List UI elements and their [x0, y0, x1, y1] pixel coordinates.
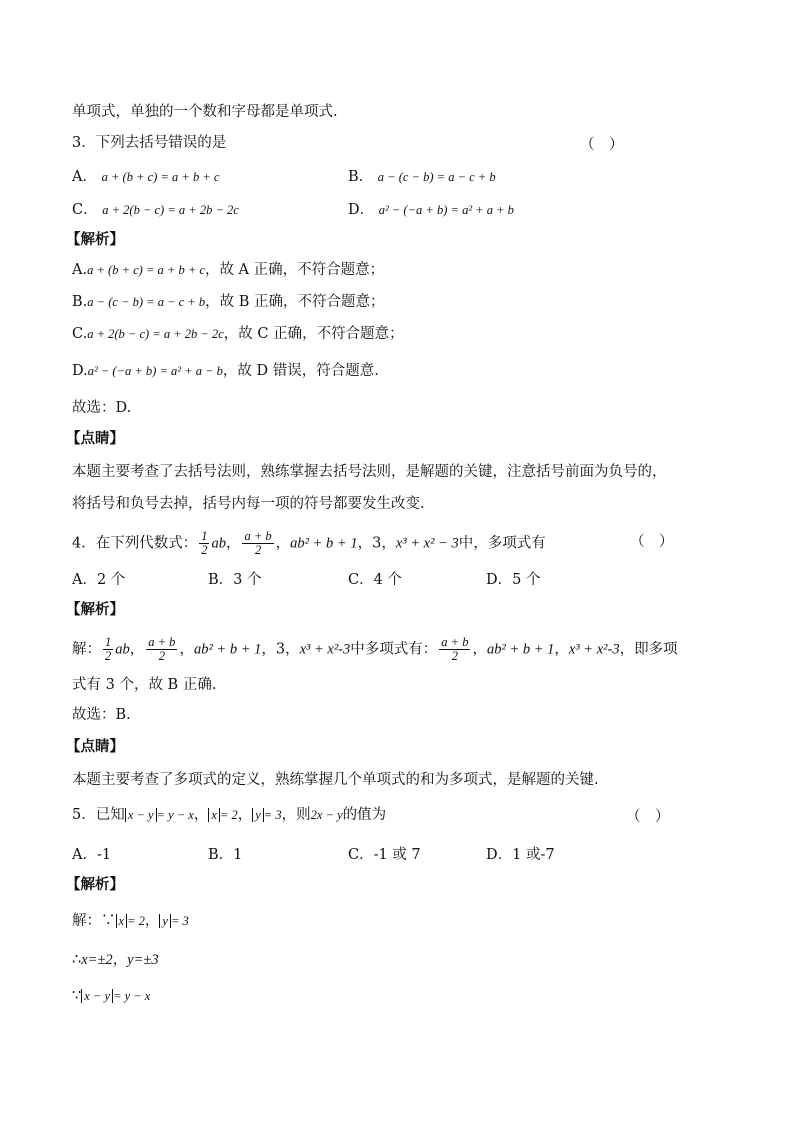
q3-option-a[interactable]	[72, 165, 219, 186]
equation-part: = 3	[170, 914, 189, 928]
q5-option-a[interactable]: A．-1	[72, 847, 112, 863]
q5-option-d[interactable]: D．1 或-7	[486, 847, 555, 863]
q4-solution-line-1	[72, 636, 678, 663]
fraction-a-plus-b	[242, 530, 273, 557]
absolute-x: x	[208, 808, 220, 822]
fraction-half	[199, 530, 209, 557]
option-label: D．	[348, 202, 375, 218]
q5-solution-line-2	[72, 950, 159, 970]
q4-option-b[interactable]: B．3 个	[208, 572, 262, 588]
expression-3: ab² + b + 1	[193, 641, 262, 658]
q4-option-d[interactable]: D．5 个	[486, 572, 541, 588]
because-symbol: ∵	[101, 913, 116, 929]
separator: ，	[179, 641, 194, 658]
solution-prefix: 解：	[72, 913, 101, 929]
separator: ，	[554, 641, 569, 658]
fraction-denominator: 2	[254, 543, 262, 557]
q5-option-b[interactable]: B．1	[208, 847, 243, 863]
fraction-a-plus-b	[439, 636, 470, 663]
q4-solution-line-2: 式有 3 个，故 B 正确.	[72, 677, 217, 693]
then-word: ，则	[281, 807, 311, 823]
line-prefix: D.	[72, 363, 88, 379]
fraction-numerator: a + b	[148, 635, 176, 649]
expression-3: ab² + b + 1	[290, 535, 358, 552]
equation-part: = y − x	[113, 989, 151, 1003]
absolute-x-minus-y: x − y	[125, 808, 157, 822]
solution-middle: 中多项式有：	[350, 641, 438, 658]
q3-option-c[interactable]	[72, 198, 239, 219]
solution-values: x=±2，y=±3	[81, 952, 159, 968]
q4-option-c[interactable]: C．4 个	[348, 572, 402, 588]
line-prefix: B.	[72, 294, 88, 310]
q4-option-a[interactable]: A．2 个	[72, 572, 126, 588]
equation-part: = 3	[263, 808, 282, 822]
expression-3: ab² + b + 1	[486, 641, 555, 658]
q5-solution-line-1	[72, 911, 189, 931]
option-label: A．	[72, 169, 97, 185]
q5-answer-paren: （ ）	[626, 809, 670, 825]
q4-answer-paren: （ ）	[630, 534, 674, 550]
equation-part: = 2	[219, 808, 238, 822]
fraction-numerator: a + b	[244, 529, 272, 543]
separator: ，	[225, 535, 241, 552]
q3-comment-heading: 【点睛】	[66, 430, 124, 447]
stem-prefix: 4．在下列代数式：	[72, 535, 198, 552]
option-expression: a + 2(b − c) = a + 2b − 2c	[102, 203, 239, 217]
line-expression: a + 2(b − c) = a + 2b − 2c	[87, 327, 224, 341]
q3-comment-line-2: 将括号和负号去掉，括号内每一项的符号都要发生改变.	[72, 496, 425, 512]
q3-option-d[interactable]	[348, 198, 514, 219]
equation-part: = 2	[127, 914, 145, 928]
q3-option-b[interactable]	[348, 165, 496, 186]
line-text: ，故 D 错误，符合题意.	[222, 363, 379, 379]
fraction-a-plus-b	[146, 636, 177, 663]
q3-analysis-line-d	[72, 361, 379, 381]
absolute-y: y	[159, 914, 171, 928]
line-expression: a + (b + c) = a + b + c	[87, 263, 205, 277]
q4-comment: 本题主要考查了多项式的定义，熟练掌握几个单项式的和为多项式，是解题的关键.	[72, 772, 599, 788]
expression-5: x³ + x² − 3	[395, 535, 459, 552]
solution-prefix: 解：	[72, 641, 101, 658]
equation-part: = y − x	[156, 808, 194, 822]
stem-prefix: 5．已知	[72, 807, 125, 823]
q5-stem	[72, 805, 386, 825]
stem-suffix: 的值为	[342, 807, 387, 823]
separator: ，	[129, 641, 145, 658]
q3-analysis-line-b	[72, 292, 385, 312]
separator: ，	[261, 641, 276, 658]
separator: ，	[285, 641, 300, 658]
expression-4: 3	[372, 535, 382, 552]
absolute-x: x	[116, 914, 128, 928]
therefore-symbol: ∴	[72, 952, 82, 968]
separator: ，	[237, 807, 253, 823]
separator: ，	[472, 641, 487, 658]
option-label: B．	[348, 169, 374, 185]
expression-ab: ab	[115, 641, 130, 658]
absolute-y: y	[252, 808, 264, 822]
option-label: C．	[72, 202, 98, 218]
fraction-numerator: 1	[201, 529, 208, 543]
line-text: ，故 C 正确，不符合题意；	[223, 326, 404, 342]
option-expression: a + (b + c) = a + b + c	[101, 170, 220, 184]
fraction-denominator: 2	[451, 649, 458, 663]
expression-4: 3	[275, 641, 286, 658]
line-prefix: C.	[72, 326, 88, 342]
target-expression: 2x − y	[310, 808, 343, 822]
intro-line: 单项式，单独的一个数和字母都是单项式.	[72, 104, 338, 120]
separator: ，	[357, 535, 373, 552]
option-expression: a − (c − b) = a − c + b	[377, 170, 496, 184]
q4-comment-heading: 【点睛】	[66, 738, 124, 755]
q3-answer: 故选：D.	[72, 400, 132, 416]
q5-option-c[interactable]: C．-1 或 7	[348, 847, 421, 863]
fraction-denominator: 2	[158, 649, 165, 663]
fraction-half	[103, 636, 113, 663]
separator: ，	[193, 807, 209, 823]
q4-stem	[72, 530, 546, 557]
fraction-denominator: 2	[105, 649, 112, 663]
fraction-numerator: 1	[105, 635, 112, 649]
q5-analysis-heading: 【解析】	[66, 876, 124, 893]
line-prefix: A.	[72, 262, 88, 278]
line-expression: a − (c − b) = a − c + b	[87, 295, 206, 309]
q5-solution-line-3	[72, 986, 150, 1006]
expression-ab: ab	[211, 535, 226, 552]
fraction-numerator: a + b	[441, 635, 469, 649]
q3-analysis-line-a	[72, 260, 384, 280]
line-expression: a² − (−a + b) = a² + a − b	[87, 364, 223, 378]
q3-analysis-heading: 【解析】	[66, 231, 124, 248]
line-text: ，故 B 正确，不符合题意；	[205, 294, 385, 310]
q3-comment-line-1: 本题主要考查了去括号法则，熟练掌握去括号法则，是解题的关键，注意括号前面为负号的，	[72, 464, 667, 480]
q4-answer: 故选：B.	[72, 707, 131, 723]
q3-analysis-line-c	[72, 324, 404, 344]
line-text: ，故 A 正确，不符合题意；	[204, 262, 385, 278]
because-symbol: ∵	[72, 988, 82, 1004]
q4-analysis-heading: 【解析】	[66, 601, 124, 618]
fraction-denominator: 2	[201, 543, 208, 557]
stem-suffix: 中，多项式有	[458, 535, 546, 552]
option-expression: a² − (−a + b) = a² + a + b	[378, 203, 514, 217]
separator: ，	[144, 913, 160, 929]
expression-5: x³ + x²-3	[568, 641, 620, 658]
absolute-x-minus-y: x − y	[81, 989, 113, 1003]
solution-end: ，即多项	[619, 641, 678, 658]
expression-5: x³ + x²-3	[299, 641, 351, 658]
q3-stem: 3．下列去括号错误的是	[72, 135, 227, 151]
q3-answer-paren: （ ）	[580, 137, 624, 153]
separator: ，	[275, 535, 291, 552]
separator: ，	[381, 535, 396, 552]
